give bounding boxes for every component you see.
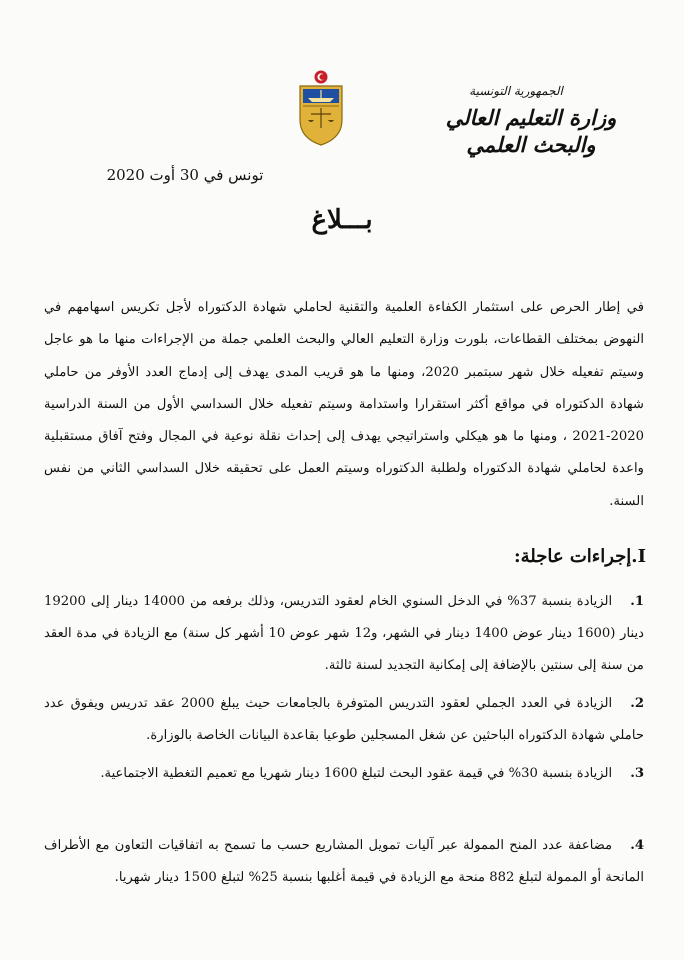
item-text: الزيادة بنسبة 37% في الدخل السنوي الخام لعقود التدريس، وذلك برفعه من 14000 دينار إلى 19200 دينار (1600 دينار عوض 1400 دينار في الشهر، و12 شهر عوض 10 أشهر كل سنة) مع الزيادة في مدة العقد من سنة إلى سنتين بالإضافة إلى إمكانية التجديد لسنة ثالثة. [44, 594, 645, 673]
item-text: الزيادة في العدد الجملي لعقود التدريس المتوفرة بالجامعات حيث يبلغ 2000 عقد تدريس ويفوق عدد حاملي شهادة الدكتوراه الباحثين عن شغل المسجلين طوعيا بقاعدة البيانات الخاصة بالوزارة. [44, 696, 644, 743]
section-heading: I.إجراءات عاجلة: [513, 546, 646, 567]
letterhead [436, 84, 626, 158]
republic-label: الجمهورية التونسية [469, 84, 563, 98]
document-date: تونس في 30 أوت 2020 [106, 166, 264, 184]
item-number: 2. [630, 696, 644, 711]
measure-item-1 [44, 586, 644, 682]
measure-item-2 [44, 688, 644, 752]
ministry-line-2: والبحث العلمي [466, 132, 596, 157]
ministry-line-1: وزارة التعليم العالي [445, 105, 617, 130]
item-number: 3. [630, 766, 644, 781]
measure-item-4 [44, 830, 644, 894]
intro-paragraph: في إطار الحرص على استثمار الكفاءة العلمية والتقنية لحاملي شهادة الدكتوراه لأجل تكريس اسهامهم في النهوض بمختلف القطاعات، بلورت وزارة التعليم العالي والبحث العلمي جملة من الإجراءات منها ما هو عاجل وسيتم تفعيله خلال شهر سبتمبر 2020، ومنها ما هو قريب المدى يهدف إلى إدماج العدد الأوفر من حاملي شهادة الدكتوراه في مواقع أكثر استقرارا واستدامة وسيتم تفعيله خلال السداسي الأول من السنة الدراسية 2020-2021 ، ومنها ما هو هيكلي واستراتيجي يهدف إلى إحداث نقلة نوعية في المجال وفتح آفاق مستقبلية واعدة لحاملي شهادة الدكتوراه ولطلبة الدكتوراه وسيتم العمل على تحقيقه خلال السداسي الثاني من نفس السنة. [44, 300, 644, 509]
measure-item-3 [44, 758, 644, 790]
item-text: مضاعفة عدد المنح الممولة عبر آليات تمويل المشاريع حسب ما تسمح به اتفاقيات التعاون مع الأطراف المانحة أو الممولة لتبلغ 882 منحة مع الزيادة في قيمة أغلبها بنسبة 25% لتبلغ 1500 دينار شهريا. [44, 838, 644, 885]
tunisia-coat-of-arms-icon [295, 70, 347, 146]
item-number: 1. [630, 594, 644, 609]
item-text: الزيادة بنسبة 30% في قيمة عقود البحث لتبلغ 1600 دينار شهريا مع تعميم التغطية الاجتماعية. [100, 766, 613, 781]
item-number: 4. [630, 838, 644, 853]
document-title: بـــلاغ [311, 205, 373, 235]
